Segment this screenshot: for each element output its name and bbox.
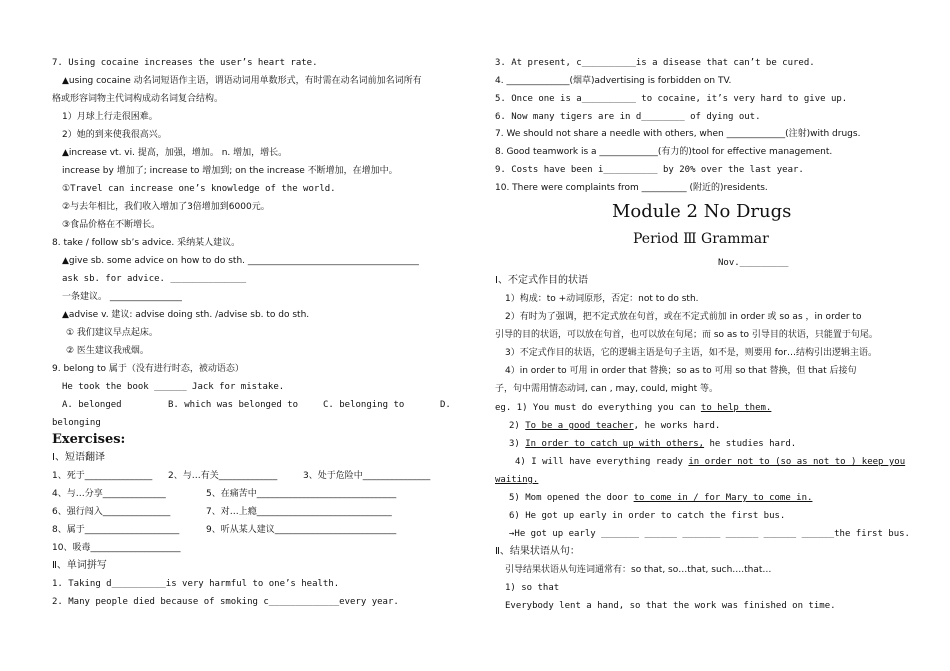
phrase-10: 10、吸毒____________________ (52, 543, 181, 553)
item-8-example-1: ① 我们建议早点起床。 (66, 328, 158, 338)
date-field: Nov._________ (718, 258, 789, 268)
item-8-example-2: ② 医生建议我戒烟。 (66, 346, 149, 356)
item-9-question: He took the book ______ Jack for mistake. (62, 382, 285, 392)
phrase-1: 1、死于_______________ (52, 471, 153, 481)
phrase-9: 9、听从某人建议___________________________ (206, 525, 397, 535)
exercises-heading: Exercises: (52, 432, 126, 447)
grammar-1-4-cont: 子，句中需用情态动词, can , may, could, might 等。 (495, 384, 718, 394)
section-2-heading: Ⅱ、单词拼写 (52, 560, 107, 571)
spelling-6: 6. Now many tigers are in d________ of dying out. (495, 112, 761, 122)
grammar-1-1: 1）构成：to +动词原形，否定：not to do sth. (505, 294, 699, 304)
item-8: 8. take / follow sb’s advice. 采纳某人建议。 (52, 238, 241, 248)
item-9-option-d: D. (440, 400, 451, 410)
item-7-translate-2: 2）她的到来使我很高兴。 (62, 130, 167, 140)
increase-example-3: ③食品价格在不断增长。 (62, 220, 161, 230)
increase-example-1: ①Travel can increase one’s knowledge of the world. (62, 184, 336, 194)
spelling-3: 3. At present, c__________is a disease that can’t be cured. (495, 58, 815, 68)
item-7-note-cont: 格或形容词物主代词构成动名词复合结构。 (52, 94, 224, 104)
example-6: 6) He got up early in order to catch the first bus. (509, 511, 786, 521)
item-9-option-c: C. belonging to (323, 400, 405, 410)
phrase-6: 6、强行闯入_______________ (52, 507, 171, 517)
spelling-4: 4. ______________(烟草)advertising is forbidden on TV. (495, 76, 732, 86)
item-8-advise: ▲advise v. 建议: advise doing sth. /advise sb. to do sth. (62, 310, 310, 320)
item-8-give-advice: ▲give sb. some advice on how to do sth. ______________________________________ (62, 256, 419, 266)
spelling-1: 1. Taking d__________is very harmful to one’s health. (52, 579, 340, 589)
grammar-section-2: Ⅱ、结果状语从句： (495, 546, 580, 557)
increase-example-2: ②与去年相比，我们收入增加了3倍增加到6000元。 (62, 202, 270, 212)
example-5: 5) Mom opened the door to come in / for Mary to come in. (509, 493, 813, 503)
grammar-1-2-cont: 引导的目的状语，可以放在句首，也可以放在句尾；而 so as to 引导目的状语，只能置于句尾。 (495, 330, 878, 340)
example-7-rewrite: →He got up early _______ ______ _______ ______ ______ ______the first bus. (509, 529, 910, 539)
example-4-cont: waiting. (495, 475, 539, 485)
section-1-heading: Ⅰ、短语翻译 (52, 452, 105, 463)
item-7-note: ▲using cocaine 动名词短语作主语，谓语动词用单数形式，有时需在动名词前加名词所有 (62, 76, 422, 86)
spelling-10: 10. There were complaints from __________ (附近的)residents. (495, 183, 768, 193)
phrase-4: 4、与…分享______________ (52, 489, 166, 499)
period-title: Period Ⅲ Grammar (633, 231, 769, 247)
phrase-5: 5、在痛苦中_______________________________ (206, 489, 397, 499)
spelling-2: 2. Many people died because of smoking c_____________every year. (52, 597, 399, 607)
grammar-1-2: 2）有时为了强调，把不定式放在句首，或在不定式前加 in order 或 so as ，in order to (505, 312, 862, 322)
spelling-9: 9. Costs have been i__________ by 20% over the last year. (495, 165, 804, 175)
phrase-7: 7、对…上瘾______________________________ (206, 507, 392, 517)
spelling-8: 8. Good teamwork is a _____________(有力的)tool for effective management. (495, 147, 833, 157)
item-8-a-piece: 一条建议。 ________________ (62, 292, 182, 302)
grammar-1-3: 3）不定式作目的状语，它的逻辑主语是句子主语，如不是，则要用 for…结构引出逻辑主语。 (505, 348, 877, 358)
phrase-2: 2、与…有关_____________ (168, 471, 278, 481)
grammar-section-1: Ⅰ、不定式作目的状语 (495, 275, 588, 286)
example-1: eg. 1) You must do everything you can to help them. (495, 403, 772, 413)
item-9-option-a: A. belonged (62, 400, 122, 410)
example-4: 4) I will have everything ready in order not to (so as not to ) keep you (515, 457, 906, 467)
module-title: Module 2 No Drugs (612, 201, 792, 222)
phrase-3: 3、处于危险中_______________ (303, 471, 431, 481)
item-9: 9. belong to 属于（没有进行时态，被动语态） (52, 364, 244, 374)
example-2: 2) To be a good teacher, he works hard. (509, 421, 721, 431)
spelling-7: 7. We should not share a needle with others, when _____________(注射)with drugs. (495, 129, 861, 139)
item-7: 7. Using cocaine increases the user’s heart rate. (52, 58, 318, 68)
grammar-1-4: 4）in order to 可用 in order that 替换；so as to 可用 so that 替换，但 that 后接句 (505, 366, 857, 376)
phrase-8: 8、属于_____________________ (52, 525, 180, 535)
item-7-translate-1: 1）月球上行走很困难。 (62, 112, 158, 122)
item-9-option-b: B. which was belonged to (168, 400, 299, 410)
increase-phrases: increase by 增加了; increase to 增加到; on the increase 不断增加，在增加中。 (62, 166, 398, 176)
item-8-ask-advice: ask sb. for advice. ______________ (62, 274, 247, 284)
item-9-option-d-cont: belonging (52, 418, 101, 428)
spelling-5: 5. Once one is a__________ to cocaine, it’s very hard to give up. (495, 94, 848, 104)
example-3: 3) In order to catch up with others, he studies hard. (509, 439, 797, 449)
grammar-2-1: 引导结果状语从句连词通常有：so that, so…that, such….that… (505, 565, 772, 575)
grammar-2-example: Everybody lent a hand, so that the work was finished on time. (505, 601, 836, 611)
increase-def: ▲increase vt. vi. 提高，加强，增加。 n. 增加，增长。 (62, 148, 288, 158)
grammar-2-2: 1) so that (505, 583, 560, 593)
